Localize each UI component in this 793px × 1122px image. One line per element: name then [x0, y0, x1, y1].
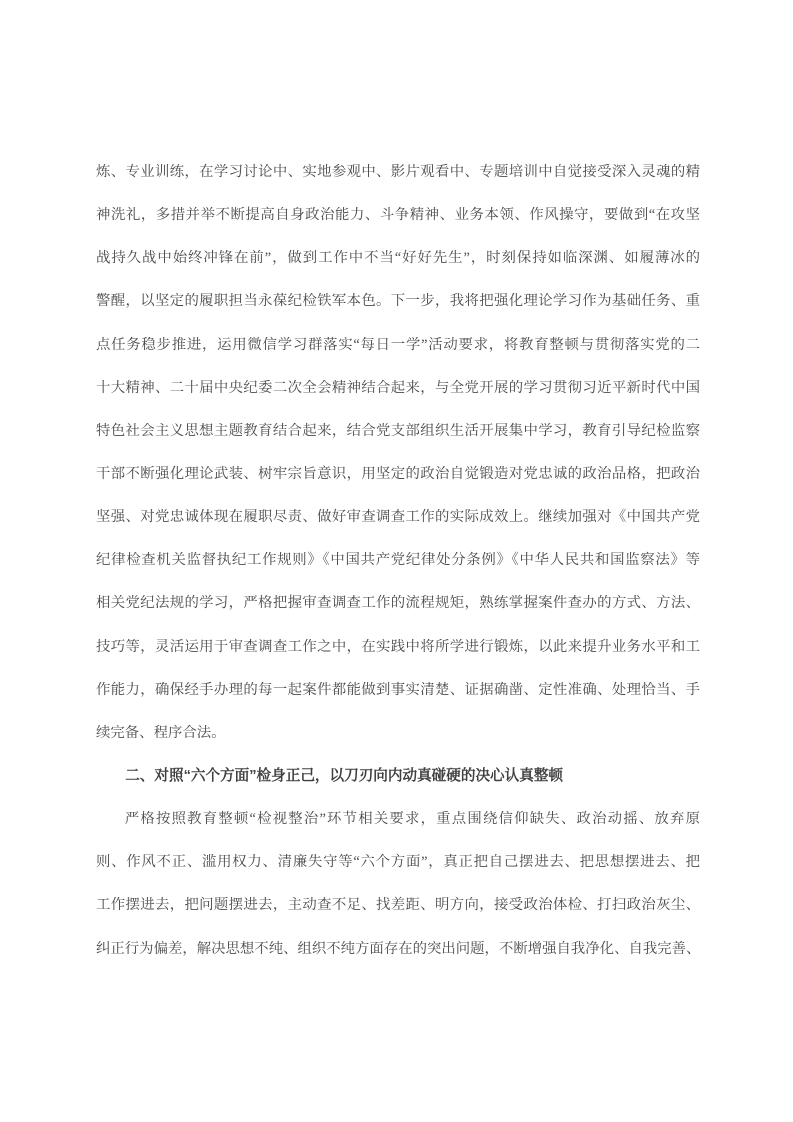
- text-line: 战持久战中始终冲锋在前”，做到工作中不当“好好先生”，时刻保持如临深渊、如履薄冰的: [96, 250, 700, 267]
- text-line: 十大精神、二十届中央纪委二次全会精神结合起来，与全党开展的学习贯彻习近平新时代中国: [96, 379, 700, 396]
- document-body: [96, 151, 700, 971]
- text-line: 技巧等，灵活运用于审查调查工作之中，在实践中将所学进行锻炼，以此来提升业务水平和工: [96, 638, 700, 655]
- section-heading: 二、对照“六个方面”检身正己，以刀刃向内动真碰硬的决心认真整顿: [125, 767, 564, 784]
- text-line: 特色社会主义思想主题教育结合起来，结合党支部组织生活开展集中学习，教育引导纪检监察: [96, 422, 700, 439]
- text-line: 警醒，以坚定的履职担当永葆纪检铁军本色。下一步，我将把强化理论学习作为基础任务、重: [96, 293, 700, 310]
- text-line: 纪律检查机关监督执纪工作规则》《中国共产党纪律处分条例》《中华人民共和国监察法》等: [96, 552, 700, 569]
- text-line: 干部不断强化理论武装、树牢宗旨意识，用坚定的政治自觉锻造对党忠诚的政治品格，把政治: [96, 465, 700, 482]
- text-line: 坚强、对党忠诚体现在履职尽责、做好审查调查工作的实际成效上。继续加强对《中国共产党: [96, 509, 700, 526]
- text-line: 神洗礼，多措并举不断提高自身政治能力、斗争精神、业务本领、作风操守，要做到“在攻坚: [96, 207, 700, 224]
- text-line: 相关党纪法规的学习，严格把握审查调查工作的流程规矩，熟练掌握案件查办的方式、方法、: [96, 595, 700, 612]
- text-line: 纠正行为偏差，解决思想不纯、组织不纯方面存在的突出问题，不断增强自我净化、自我完善、: [96, 940, 700, 957]
- text-line: 严格按照教育整顿“检视整治”环节相关要求，重点围绕信仰缺失、政治动摇、放弃原: [124, 811, 700, 828]
- text-line: 点任务稳步推进，运用微信学习群落实“每日一学”活动要求，将教育整顿与贯彻落实党的二: [96, 336, 700, 353]
- text-line: 工作摆进去，把问题摆进去，主动查不足、找差距、明方向，接受政治体检、打扫政治灰尘、: [96, 897, 700, 914]
- text-line: 续完备、程序合法。: [96, 724, 226, 741]
- text-line: 作能力，确保经手办理的每一起案件都能做到事实清楚、证据确凿、定性准确、处理恰当、手: [96, 681, 700, 698]
- text-line: 炼、专业训练，在学习讨论中、实地参观中、影片观看中、专题培训中自觉接受深入灵魂的精: [96, 164, 700, 180]
- text-line: 则、作风不正、滥用权力、清廉失守等“六个方面”，真正把自己摆进去、把思想摆进去、把: [96, 854, 700, 871]
